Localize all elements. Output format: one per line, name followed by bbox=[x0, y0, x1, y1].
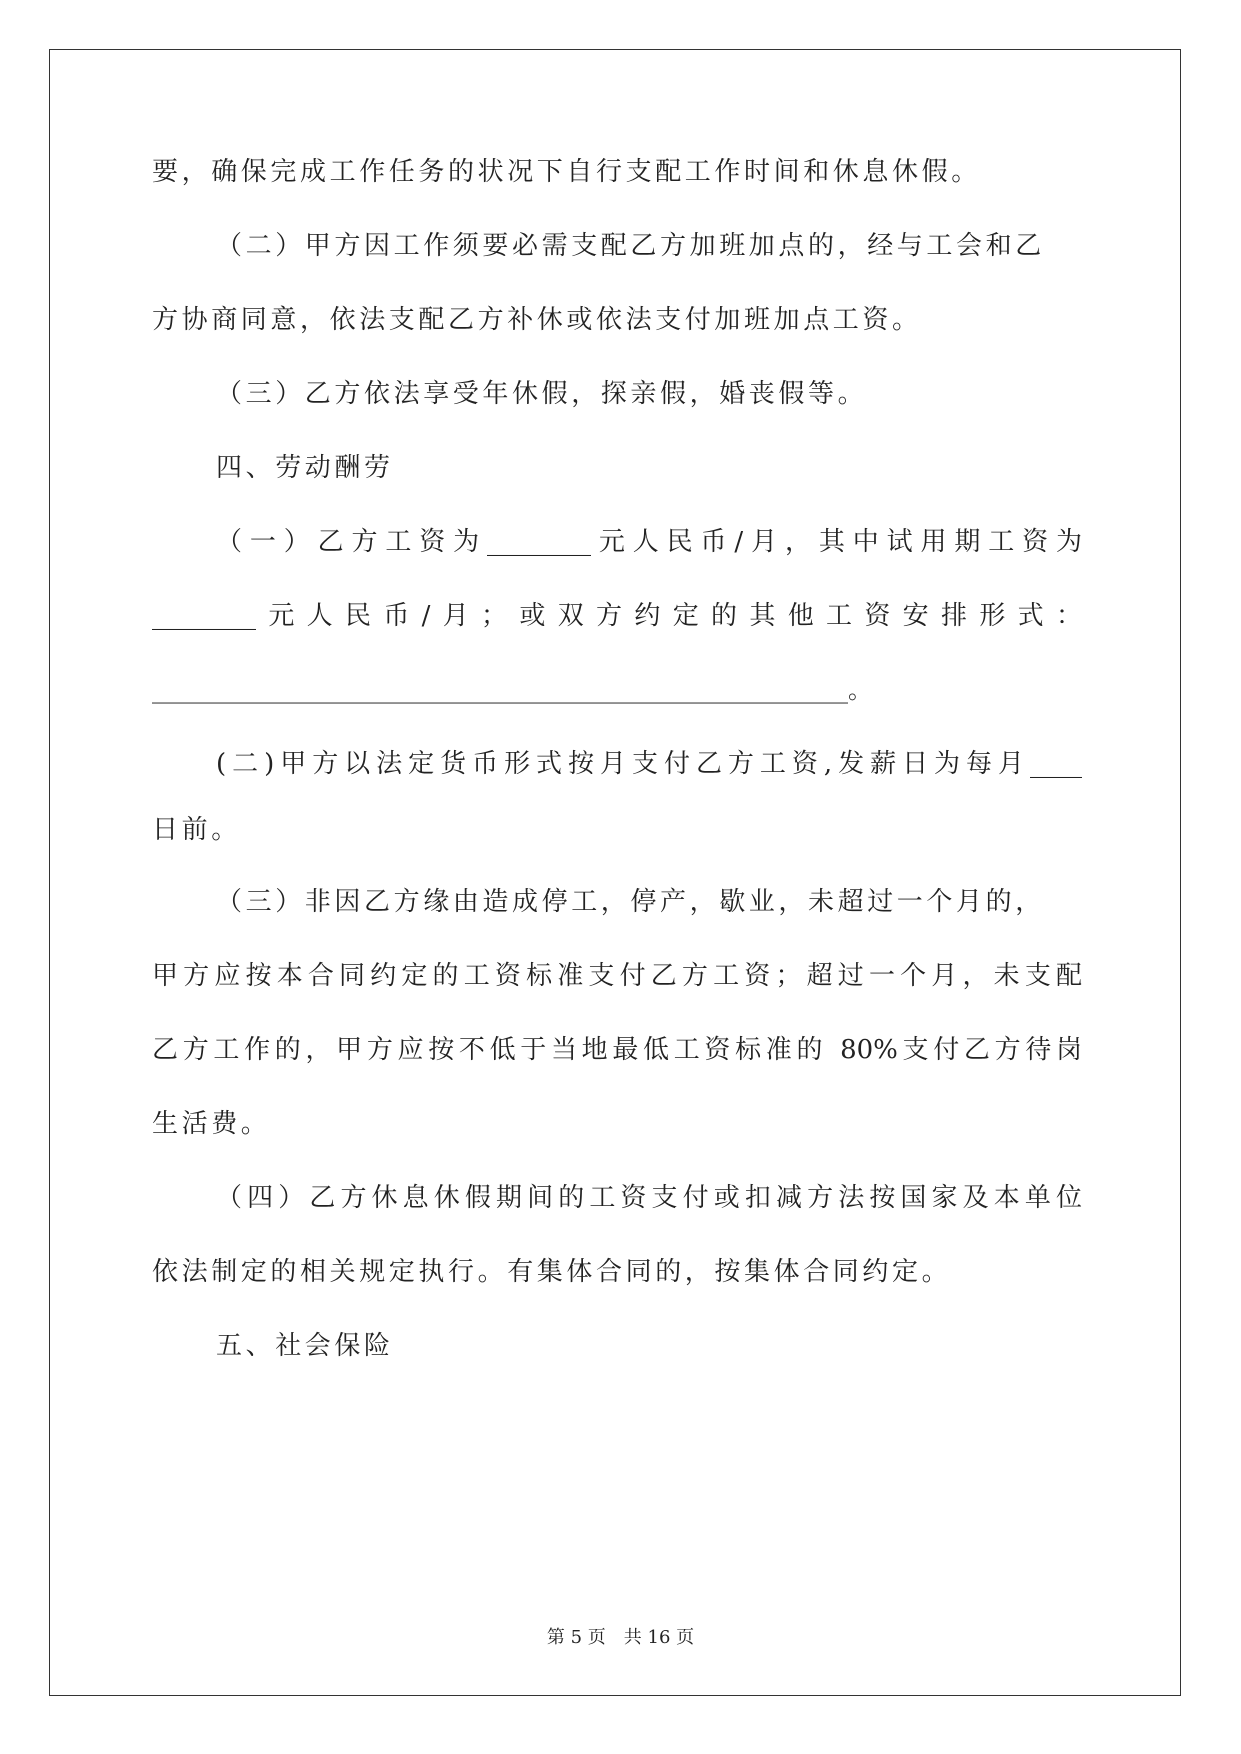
paragraph-line: 依法制定的相关规定执行。有集体合同的，按集体合同约定。 bbox=[152, 1257, 952, 1287]
paragraph-line: 要，确保完成工作任务的状况下自行支配工作时间和休息休假。 bbox=[152, 157, 981, 187]
section-heading: 五、社会保险 bbox=[216, 1331, 394, 1361]
paragraph-line: ________元人民币/月；或双方约定的其他工资安排形式： bbox=[152, 601, 1082, 631]
paragraph-line: （二）甲方因工作须要必需支配乙方加班加点的，经与工会和乙 bbox=[216, 231, 1045, 261]
paragraph-line: 甲方应按本合同约定的工资标准支付乙方工资；超过一个月，未支配 bbox=[152, 961, 1082, 991]
paragraph-line: 日前。 bbox=[152, 815, 241, 845]
paragraph-line: （四）乙方休息休假期间的工资支付或扣减方法按国家及本单位 bbox=[216, 1183, 1082, 1213]
paragraph-line: 生活费。 bbox=[152, 1109, 271, 1139]
paragraph-line: 方协商同意，依法支配乙方补休或依法支付加班加点工资。 bbox=[152, 305, 922, 335]
paragraph-line: （一）乙方工资为________元人民币/月，其中试用期工资为 bbox=[216, 527, 1082, 557]
paragraph-line: (二)甲方以法定货币形式按月支付乙方工资,发薪日为每月____ bbox=[216, 749, 1082, 779]
paragraph-line: （三）乙方依法享受年休假，探亲假，婚丧假等。 bbox=[216, 379, 868, 409]
blank-fill-line: __________________________________________________________。 bbox=[152, 676, 872, 704]
page-border bbox=[49, 49, 1181, 1696]
paragraph-line: （三）非因乙方缘由造成停工，停产，歇业，未超过一个月的， bbox=[216, 887, 1045, 917]
page-number: 第 5 页 共 16 页 bbox=[546, 1627, 695, 1648]
section-heading: 四、劳动酬劳 bbox=[216, 453, 394, 483]
paragraph-line: 乙方工作的，甲方应按不低于当地最低工资标准的 80%支付乙方待岗 bbox=[152, 1035, 1082, 1065]
